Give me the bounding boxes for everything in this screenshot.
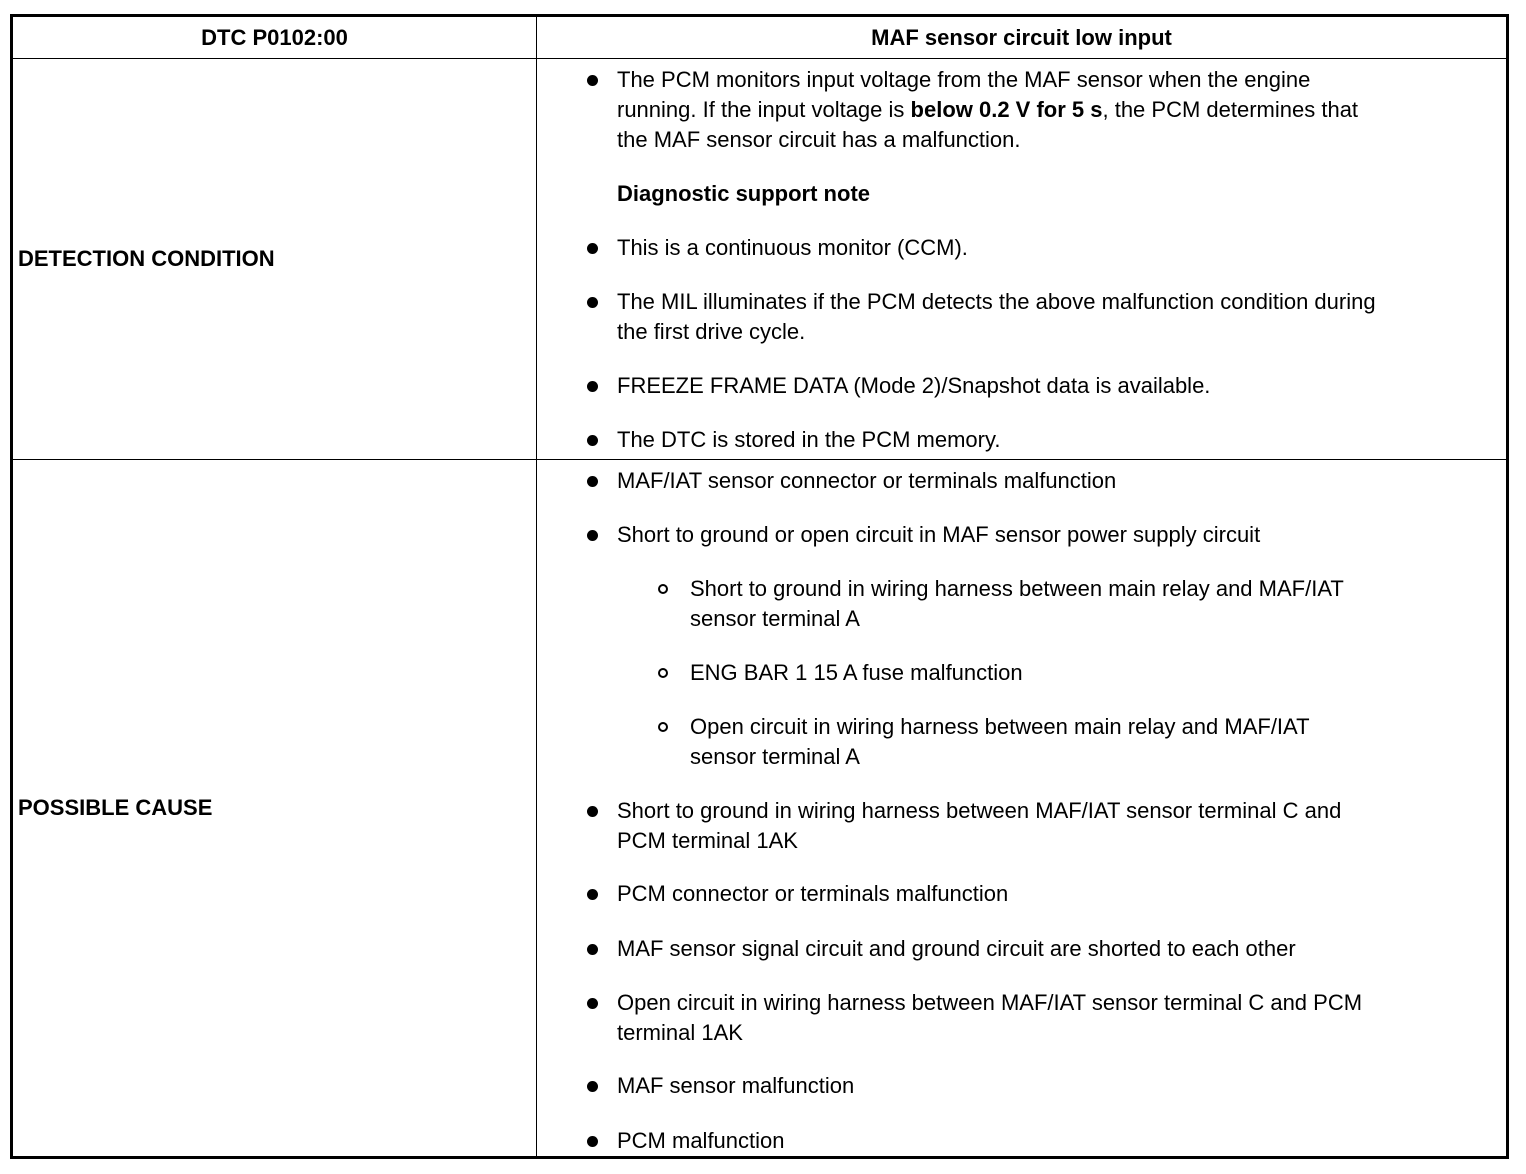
- cause-item: Open circuit in wiring harness between MAF/IAT sensor terminal C and PCM terminal 1AK: [617, 990, 1363, 1045]
- dtc-description-header: [537, 17, 1506, 59]
- detection-condition-content: [537, 59, 1506, 460]
- cause-item: MAF sensor malfunction: [617, 1073, 855, 1098]
- cause-subitem: Open circuit in wiring harness between main relay and MAF/IAT sensor terminal A: [690, 714, 1310, 769]
- bullet-icon: [587, 806, 598, 817]
- possible-cause-label-cell: [13, 460, 537, 1156]
- dtc-code-header: [13, 17, 537, 59]
- bullet-icon: [587, 243, 598, 254]
- cause-item: MAF/IAT sensor connector or terminals malfunction: [617, 468, 1117, 493]
- dtc-code: DTC P0102:00: [201, 24, 348, 50]
- bullet-icon: [587, 476, 598, 487]
- bullet-icon: [587, 1081, 598, 1092]
- bullet-icon: [587, 944, 598, 955]
- possible-cause-label: POSSIBLE CAUSE: [18, 795, 213, 820]
- bullet-icon: [587, 381, 598, 392]
- bullet-icon: [587, 1136, 598, 1147]
- cause-item: Short to ground or open circuit in MAF sensor power supply circuit: [617, 522, 1261, 547]
- detection-item: FREEZE FRAME DATA (Mode 2)/Snapshot data is available.: [617, 373, 1211, 398]
- sub-bullet-icon: [658, 584, 668, 594]
- bullet-icon: [587, 435, 598, 446]
- dtc-description: MAF sensor circuit low input: [871, 24, 1172, 50]
- dtc-table: [10, 14, 1509, 1159]
- cause-subitem: Short to ground in wiring harness between main relay and MAF/IAT sensor terminal A: [690, 576, 1344, 631]
- bullet-icon: [587, 998, 598, 1009]
- bullet-icon: [587, 889, 598, 900]
- bullet-icon: [587, 297, 598, 308]
- possible-cause-content: [537, 460, 1506, 1156]
- detection-item-monitor: The PCM monitors input voltage from the MAF sensor when the engine running. If the input voltage is below 0.2 V for 5 s, the PCM determines that the MAF sensor circuit has a malfunction.: [617, 67, 1359, 152]
- detection-item: This is a continuous monitor (CCM).: [617, 235, 968, 260]
- detection-item: The MIL illuminates if the PCM detects the above malfunction condition during the first drive cycle.: [617, 289, 1376, 344]
- sub-bullet-icon: [658, 668, 668, 678]
- cause-item: PCM connector or terminals malfunction: [617, 881, 1009, 906]
- bullet-icon: [587, 75, 598, 86]
- detection-condition-label: DETECTION CONDITION: [18, 246, 275, 271]
- cause-subitem: ENG BAR 1 15 A fuse malfunction: [690, 660, 1023, 685]
- cause-item: Short to ground in wiring harness between MAF/IAT sensor terminal C and PCM terminal 1AK: [617, 798, 1342, 853]
- detection-item: The DTC is stored in the PCM memory.: [617, 427, 1001, 452]
- bullet-icon: [587, 530, 598, 541]
- sub-bullet-icon: [658, 722, 668, 732]
- cause-item: MAF sensor signal circuit and ground circuit are shorted to each other: [617, 936, 1296, 961]
- detection-condition-label-cell: [13, 59, 537, 460]
- cause-item: PCM malfunction: [617, 1128, 785, 1153]
- diagnostic-support-note: Diagnostic support note: [617, 181, 870, 206]
